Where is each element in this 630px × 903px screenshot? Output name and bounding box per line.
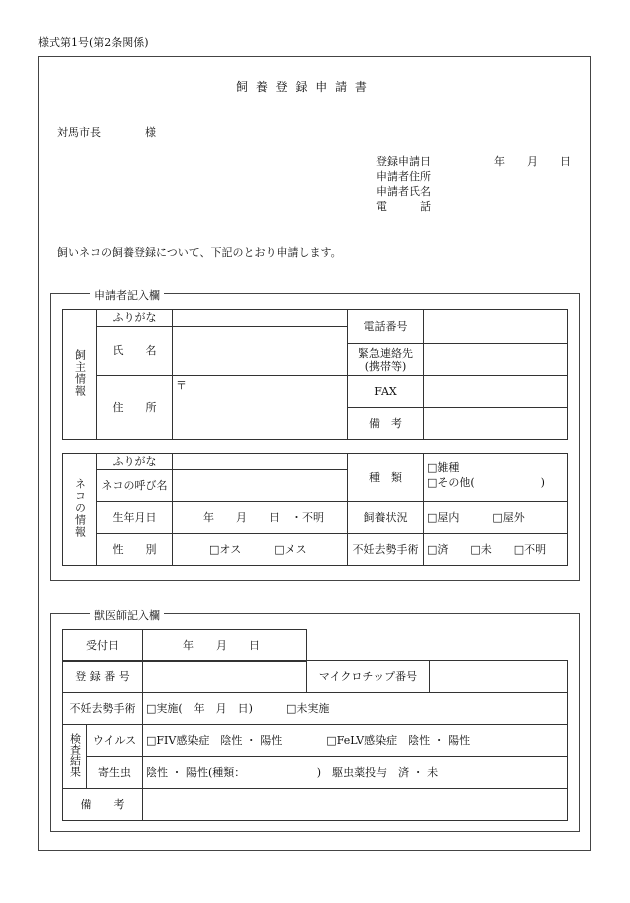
owner-remarks-label: 備 考 (348, 408, 424, 440)
application-date-label: 登録申請日 (376, 155, 431, 168)
owner-furigana-label: ふりがな (97, 310, 173, 327)
virus-options[interactable]: □FIV感染症 陰性 ・ 陽性 □FeLV感染症 陰性 ・ 陽性 (143, 725, 568, 757)
applicant-address-label: 申請者住所 (376, 170, 431, 183)
cat-furigana-field[interactable] (173, 454, 348, 470)
vet-neuter-options[interactable]: □実施( 年 月 日) □未実施 (143, 693, 568, 725)
owner-emergency-field[interactable] (424, 344, 568, 376)
cat-group-label: ネコの情報 (63, 454, 97, 566)
cat-furigana-label: ふりがな (97, 454, 173, 470)
received-date-field[interactable]: 年 月 日 (143, 630, 307, 662)
cat-type-label: 種 類 (348, 454, 424, 502)
received-date-label: 受付日 (63, 630, 143, 662)
type-option-other[interactable]: □その他( ) (427, 476, 545, 489)
postal-mark: 〒 (176, 379, 187, 392)
owner-address-label: 住 所 (97, 376, 173, 440)
form-title: 飼 養 登 録 申 請 書 (236, 80, 369, 94)
owner-name-field[interactable] (173, 327, 348, 376)
intro-text: 飼いネコの飼養登録について、下記のとおり申請します。 (57, 246, 342, 259)
vet-table (62, 660, 568, 821)
cat-birth-field[interactable]: 年 月 日 ・不明 (173, 502, 348, 534)
cat-neuter-label: 不妊去勢手術 (348, 534, 424, 566)
cat-type-options[interactable] (424, 454, 568, 502)
owner-phone-label: 電話番号 (348, 310, 424, 344)
owner-address-field[interactable] (173, 376, 348, 440)
microchip-field[interactable] (430, 661, 568, 693)
registration-number-field[interactable] (143, 661, 307, 693)
vet-remarks-field[interactable] (143, 789, 568, 821)
owner-fax-label: FAX (348, 376, 424, 408)
virus-label: ウイルス (87, 725, 143, 757)
applicant-phone-label: 電 話 (376, 200, 431, 213)
owner-table (62, 309, 568, 440)
applicant-name-label: 申請者氏名 (376, 185, 431, 198)
vet-neuter-label: 不妊去勢手術 (63, 693, 143, 725)
vet-received-table (62, 629, 307, 662)
owner-remarks-field[interactable] (424, 408, 568, 440)
owner-furigana-field[interactable] (173, 310, 348, 327)
cat-name-label: ネコの呼び名 (97, 470, 173, 502)
vet-remarks-label: 備 考 (63, 789, 143, 821)
owner-fax-field[interactable] (424, 376, 568, 408)
cat-name-field[interactable] (173, 470, 348, 502)
owner-emergency-label: 緊急連絡先 (携帯等) (348, 344, 424, 376)
owner-phone-field[interactable] (424, 310, 568, 344)
parasite-label: 寄生虫 (87, 757, 143, 789)
applicant-section-title: 申請者記入欄 (90, 287, 164, 303)
registration-number-label: 登 録 番 号 (63, 661, 143, 693)
exam-results-label: 検査結果 (63, 725, 87, 789)
vet-section-title: 獣医師記入欄 (90, 607, 164, 623)
microchip-label: マイクロチップ番号 (307, 661, 430, 693)
parasite-options[interactable]: 陰性 ・ 陽性(種類： ) 駆虫薬投与 済 ・ 未 (143, 757, 568, 789)
type-option-mixed[interactable]: □雑種 (427, 461, 460, 474)
cat-keeping-label: 飼養状況 (348, 502, 424, 534)
owner-name-label: 氏 名 (97, 327, 173, 376)
cat-birth-label: 生年月日 (97, 502, 173, 534)
cat-sex-label: 性 別 (97, 534, 173, 566)
addressee: 対馬市長 様 (57, 126, 156, 139)
cat-sex-options[interactable]: □オス □メス (173, 534, 348, 566)
owner-group-label: 飼主情報 (63, 310, 97, 440)
cat-keeping-options[interactable]: □屋内 □屋外 (424, 502, 568, 534)
cat-neuter-options[interactable]: □済 □未 □不明 (424, 534, 568, 566)
application-date-fields[interactable]: 年 月 日 (494, 155, 571, 168)
form-number: 様式第1号(第2条関係) (38, 36, 149, 49)
cat-table (62, 453, 568, 566)
